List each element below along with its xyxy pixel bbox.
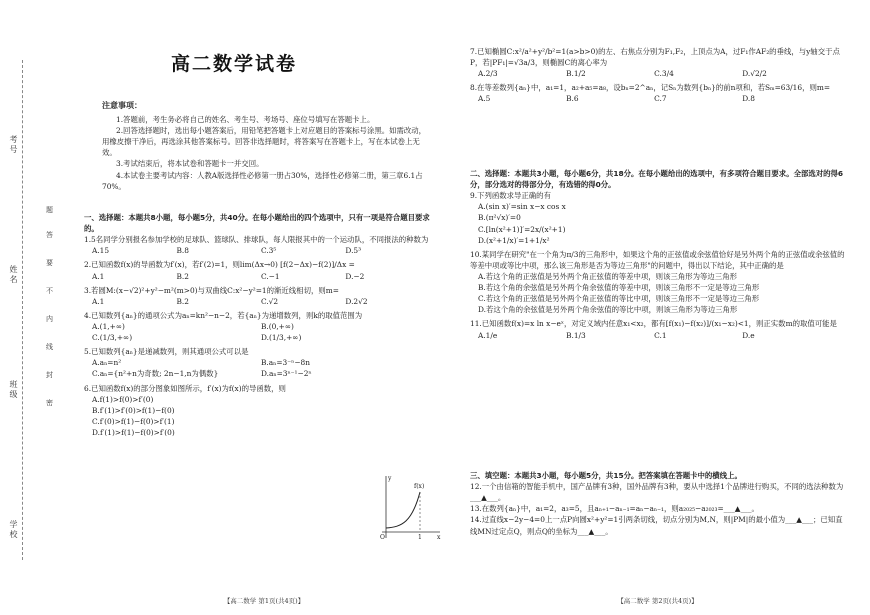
warn-char: 内 bbox=[46, 315, 53, 323]
option: B.2 bbox=[176, 271, 189, 281]
option: A.f(1)>f(0)>f′(0) bbox=[92, 394, 154, 404]
option: A.15 bbox=[92, 246, 110, 256]
notice-item: 3.考试结束后，将本试卷和答题卡一并交回。 bbox=[116, 159, 264, 169]
section-heading: 一、选择题：本题共8小题，每小题5分，共40分。在每小题给出的四个选项中，只有一项是符合题目要求的。 bbox=[84, 213, 430, 234]
option-row bbox=[92, 296, 444, 307]
option: C.7 bbox=[654, 94, 667, 104]
warn-char: 线 bbox=[46, 343, 53, 351]
option-row bbox=[478, 201, 845, 245]
question-stem: 7.已知椭圆C:x²/a²+y²/b²=1(a>b>0)的左、右焦点分别为F₁,F₂，上顶点为A，过F₁作AF₂的垂线，与y轴交于点P，若|PF₁|=√3a/3，则椭圆C的离心率为 bbox=[470, 47, 840, 68]
option: D.若这个角的余弦值是另外两个角余弦值的等比中项，则该三角形为等边三角形 bbox=[478, 305, 738, 315]
field-exam-number: 考号 bbox=[9, 135, 18, 155]
option: C.3/4 bbox=[654, 69, 674, 79]
footer-right: 【高二数学 第2页(共4页)】 bbox=[617, 597, 698, 606]
section-1-continued bbox=[470, 46, 845, 108]
label-y: y bbox=[388, 475, 392, 482]
label-fx: f(x) bbox=[414, 483, 425, 490]
option: B.aₙ=3⁻ⁿ−8n bbox=[260, 358, 310, 368]
option: D.e bbox=[742, 330, 755, 340]
warn-char: 封 bbox=[46, 371, 53, 379]
section-heading: 二、选择题：本题共3小题，每小题6分，共18分。在每小题给出的选项中，有多项符合题目要求。全部选对的得6分，部分选对的得部分分，有选错的得0分。 bbox=[470, 169, 844, 190]
notice-heading: 注意事项： bbox=[102, 101, 142, 110]
question-stem: 14.过直线x−2y−4=0上一点P向圆x²+y²=1引两条切线，切点分别为M,N，则|PM|的最小值为___▲___；已知直线MN过定点Q，则点Q的坐标为___▲___。 bbox=[470, 515, 843, 536]
option: A.2/3 bbox=[478, 69, 498, 79]
option: B.1/3 bbox=[566, 330, 586, 340]
question-stem: 4.已知数列{aₙ}的通项公式为aₙ=kn²−n−2，若{aₙ}为递增数列，则k的取值范围为 bbox=[84, 310, 363, 320]
option: A.(sin x)′=sin x−x cos x bbox=[478, 202, 566, 212]
cut-line bbox=[22, 60, 23, 560]
field-name: 姓名 bbox=[9, 265, 18, 285]
option: C.f′(0)>f(1)−f(0)>f′(1) bbox=[92, 416, 175, 426]
question-stem: 2.已知函数f(x)的导函数为f′(x)，若f′(2)=1，则lim(Δx→0) [f(2−Δx)−f(2)]/Δx = bbox=[84, 260, 355, 270]
option: D.8 bbox=[742, 94, 755, 104]
warn-char: 密 bbox=[46, 399, 53, 407]
notice-item: 4.本试卷主要考试内容：人教A版选择性必修第一册占30%，选择性必修第二册，第三章6.1占70%。 bbox=[102, 170, 423, 191]
option: A.1/e bbox=[478, 330, 498, 340]
section-1 bbox=[84, 212, 444, 441]
option: C.[ln(x²+1)]′=2x/(x²+1) bbox=[478, 224, 566, 234]
question-stem: 13.在数列{aₙ}中，a₁=2，a₃=5，且aₙ₊₁−aₙ₋₁=aₙ−aₙ₋₁，则a₂₀₂₅−a₂₀₂₃=___▲___。 bbox=[470, 504, 759, 514]
option: B.1/2 bbox=[566, 69, 586, 79]
option-row bbox=[92, 271, 444, 282]
option: D.5³ bbox=[345, 246, 362, 256]
option: D.aₙ=3ⁿ⁻¹−2ⁿ bbox=[260, 369, 312, 379]
footer-left: 【高二数学 第1页(共4页)】 bbox=[223, 597, 305, 606]
option: B.f′(1)>f′(0)>f(1)−f(0) bbox=[92, 405, 175, 415]
option: B.若这个角的余弦值是另外两个角余弦值的等差中项，则该三角形不一定是等边三角形 bbox=[478, 283, 760, 293]
question-stem: 5.已知数列{aₙ}是递减数列，则其通项公式可以是 bbox=[84, 347, 249, 357]
option: D.(x²+1/x)′=1+1/x² bbox=[478, 235, 550, 245]
section-2 bbox=[470, 168, 845, 344]
field-class: 班级 bbox=[9, 380, 18, 400]
warn-char: 答 bbox=[46, 231, 53, 239]
question-stem: 3.若圆M:(x−√2)²+y²−m²(m>0)与双曲线C:x²−y²=1的渐近线相切，则m= bbox=[84, 285, 339, 295]
option: B.(π²√x)′=0 bbox=[478, 213, 521, 223]
right-column bbox=[470, 0, 845, 615]
question-stem: 9.下列函数求导正确的有 bbox=[470, 191, 551, 201]
function-graph-figure bbox=[374, 472, 444, 542]
label-origin: O bbox=[380, 534, 385, 541]
question-stem: 10.某同学在研究"在一个角为π/3的三角形中，如果这个角的正弦值或余弦值恰好是另外两个角的正弦值或余弦值的等差中项或等比中项，那么该三角形是否为等边三角形"的问题中，得出以下结论，其中正确的是 bbox=[470, 249, 845, 270]
label-one: 1 bbox=[418, 534, 422, 541]
question-stem: 1.5名同学分别报名参加学校的足球队、篮球队、排球队，每人限报其中的一个运动队，不同报法的种数为 bbox=[84, 235, 429, 245]
question-stem: 11.已知函数f(x)=x ln x−eˣ，对定义域内任意x₁<x₂，都有[f(x₁)−f(x₂)]/(x₁−x₂)<1，则正实数m的取值可能是 bbox=[470, 319, 837, 329]
option-row bbox=[92, 357, 444, 379]
option: B.2 bbox=[176, 296, 189, 306]
binding-strip bbox=[0, 0, 60, 615]
option: B.8 bbox=[176, 246, 189, 256]
warn-char: 不 bbox=[46, 287, 53, 295]
option: A.1 bbox=[92, 296, 105, 306]
option: D.−2 bbox=[345, 271, 365, 281]
option: C.若这个角的正弦值是另外两个角正弦值的等比中项，则该三角形不一定是等边三角形 bbox=[478, 294, 760, 304]
notice-item: 2.回答选择题时，选出每小题答案后，用铅笔把答题卡上对应题目的答案标号涂黑。如需改动，用橡皮擦干净后，再选涂其他答案标号。回答非选择题时，将答案写在答题卡上，写在本试卷上无效。 bbox=[102, 126, 427, 158]
question-stem: 8.在等差数列{aₙ}中，a₁=1，a₂+a₅=a₈，设bₙ=2^aₙ，记Sₙ为数列{bₙ}的前n项和，若Sₘ=63/16，则m= bbox=[470, 83, 831, 93]
function-curve bbox=[386, 492, 420, 528]
option: C.−1 bbox=[260, 271, 280, 281]
option: C.3⁵ bbox=[260, 246, 277, 256]
page-title: 高二数学试卷 bbox=[170, 53, 297, 75]
option: D.(1/3,+∞) bbox=[260, 333, 302, 343]
option-row bbox=[92, 245, 444, 256]
option: C.aₙ={n²+n为奇数; 2n−1,n为偶数} bbox=[92, 369, 219, 379]
option-row bbox=[92, 321, 444, 343]
option: A.5 bbox=[478, 94, 491, 104]
option: D.f′(1)>f(1)−f(0)>f′(0) bbox=[92, 427, 175, 437]
left-column bbox=[84, 0, 444, 615]
option: B.6 bbox=[566, 94, 579, 104]
option: B.(0,+∞) bbox=[260, 321, 294, 331]
option: C.√2 bbox=[260, 296, 279, 306]
field-school: 学校 bbox=[9, 520, 18, 540]
option: C.1 bbox=[654, 330, 667, 340]
option: A.(1,+∞) bbox=[92, 321, 125, 331]
option-row bbox=[478, 68, 845, 79]
option: D.2√2 bbox=[345, 296, 368, 306]
warn-char: 题 bbox=[46, 206, 53, 214]
option: C.(1/3,+∞) bbox=[92, 333, 133, 343]
option-row bbox=[478, 271, 845, 315]
notice-item: 1.答题前，考生务必将自己的姓名、考生号、考场号、座位号填写在答题卡上。 bbox=[116, 115, 375, 124]
option-row bbox=[92, 394, 342, 438]
section-3 bbox=[470, 470, 845, 537]
option-row bbox=[478, 93, 845, 104]
option: D.√2/2 bbox=[742, 69, 767, 79]
question-stem: 12.一个由信箱的智能手机中，国产品牌有3种，国外品牌有3种，要从中选择1个品牌进行购买，不同的选法种数为___▲___。 bbox=[470, 482, 844, 503]
question-stem: 6.已知函数f(x)的部分图象如图所示，f′(x)为f(x)的导函数，则 bbox=[84, 383, 286, 393]
label-x: x bbox=[437, 534, 441, 541]
option: A.1 bbox=[92, 271, 105, 281]
option: A.aₙ=n² bbox=[92, 358, 122, 368]
warn-char: 要 bbox=[46, 259, 53, 267]
section-heading: 三、填空题：本题共3小题，每小题5分，共15分。把答案填在答题卡中的横线上。 bbox=[470, 471, 742, 480]
option: A.若这个角的正弦值是另外两个角正弦值的等差中项，则该三角形为等边三角形 bbox=[478, 271, 737, 281]
notice-box bbox=[102, 100, 432, 192]
option-row bbox=[478, 330, 845, 341]
